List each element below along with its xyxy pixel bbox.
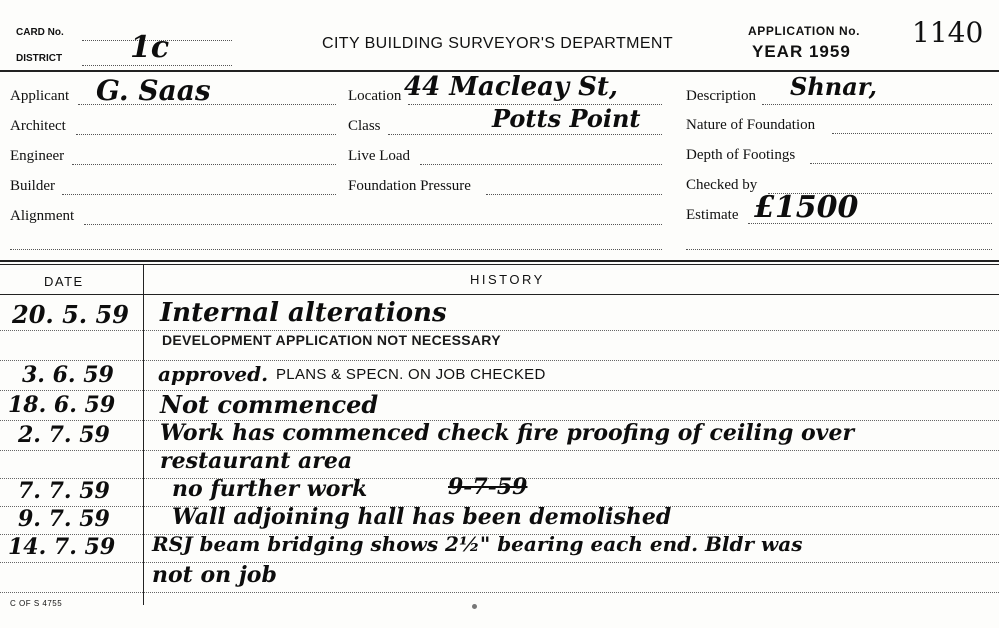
estimate-value: £1500 — [754, 190, 859, 225]
district-line — [82, 65, 232, 66]
location-value-2: Potts Point — [492, 104, 641, 133]
history-entry: Work has commenced check fire proofing of ceiling over — [160, 420, 855, 446]
district-value: 1c — [130, 30, 170, 65]
application-no-value: 1140 — [912, 16, 984, 49]
ruled-line — [0, 592, 999, 593]
description-line — [762, 104, 992, 105]
ruled-line — [0, 450, 999, 451]
card-no-label: CARD No. — [16, 27, 64, 38]
engineer-line — [72, 164, 336, 165]
checked-by-label: Checked by — [686, 177, 758, 193]
application-no-label: APPLICATION No. — [748, 24, 861, 38]
nature-of-foundation-label: Nature of Foundation — [686, 117, 816, 133]
date-column-divider — [143, 265, 144, 605]
history-entry: Internal alterations — [160, 298, 447, 328]
live-load-line — [420, 164, 662, 165]
history-top-rule-2 — [0, 264, 999, 265]
district-label: DISTRICT — [16, 53, 63, 64]
ruled-line — [0, 330, 999, 331]
history-top-rule — [0, 260, 999, 262]
architect-line — [76, 134, 336, 135]
applicant-value: G. Saas — [96, 74, 211, 107]
depth-of-footings-line — [810, 163, 992, 164]
department-title: CITY BUILDING SURVEYOR'S DEPARTMENT — [322, 35, 674, 52]
location-value-1: 44 Macleay St, — [404, 72, 618, 102]
blank-line-1 — [10, 249, 662, 250]
history-entry: restaurant area — [160, 448, 353, 474]
builder-label: Builder — [10, 178, 55, 194]
applicant-label: Applicant — [10, 88, 70, 104]
history-entry: Wall adjoining hall has been demolished — [172, 504, 672, 530]
punch-hole-mark — [472, 604, 477, 609]
engineer-label: Engineer — [10, 148, 65, 164]
date-header: DATE — [44, 274, 84, 289]
blank-line-2 — [686, 249, 992, 250]
description-value: Shnar, — [790, 72, 878, 101]
builder-line — [62, 194, 336, 195]
description-label: Description — [686, 88, 756, 104]
nature-of-foundation-line — [832, 133, 992, 134]
history-header: HISTORY — [470, 272, 545, 287]
history-note: 9-7-59 — [448, 474, 528, 500]
history-entry: approved. — [158, 362, 269, 386]
history-date: 20. 5. 59 — [12, 300, 129, 329]
architect-label: Architect — [10, 118, 66, 134]
history-date: 18. 6. 59 — [8, 392, 116, 418]
history-entry: RSJ beam bridging shows 2½" bearing each end. Bldr was — [152, 532, 803, 556]
form-code: C OF S 4755 — [10, 599, 63, 608]
class-label: Class — [348, 118, 381, 134]
depth-of-footings-label: Depth of Footings — [686, 147, 796, 163]
foundation-pressure-label: Foundation Pressure — [348, 178, 471, 194]
foundation-pressure-line — [486, 194, 662, 195]
estimate-label: Estimate — [686, 207, 739, 223]
history-entry: no further work — [172, 476, 368, 502]
history-date: 9. 7. 59 — [18, 506, 110, 532]
history-date: 3. 6. 59 — [22, 362, 114, 388]
alignment-line — [84, 224, 662, 225]
history-entry: not on job — [152, 562, 277, 588]
ruled-line — [0, 390, 999, 391]
year-label: YEAR 1959 — [752, 42, 851, 61]
history-date: 7. 7. 59 — [18, 478, 110, 504]
history-date: 14. 7. 59 — [8, 534, 116, 560]
alignment-label: Alignment — [10, 208, 75, 224]
history-date: 2. 7. 59 — [18, 422, 110, 448]
history-stamp: PLANS & SPECN. ON JOB CHECKED — [276, 366, 546, 383]
history-stamp: DEVELOPMENT APPLICATION NOT NECESSARY — [162, 332, 501, 348]
live-load-label: Live Load — [348, 148, 411, 164]
ruled-line — [0, 360, 999, 361]
history-entry: Not commenced — [160, 390, 379, 419]
location-label: Location — [348, 88, 402, 104]
history-header-rule — [0, 294, 999, 295]
ruled-line — [0, 562, 999, 563]
class-line — [388, 134, 662, 135]
